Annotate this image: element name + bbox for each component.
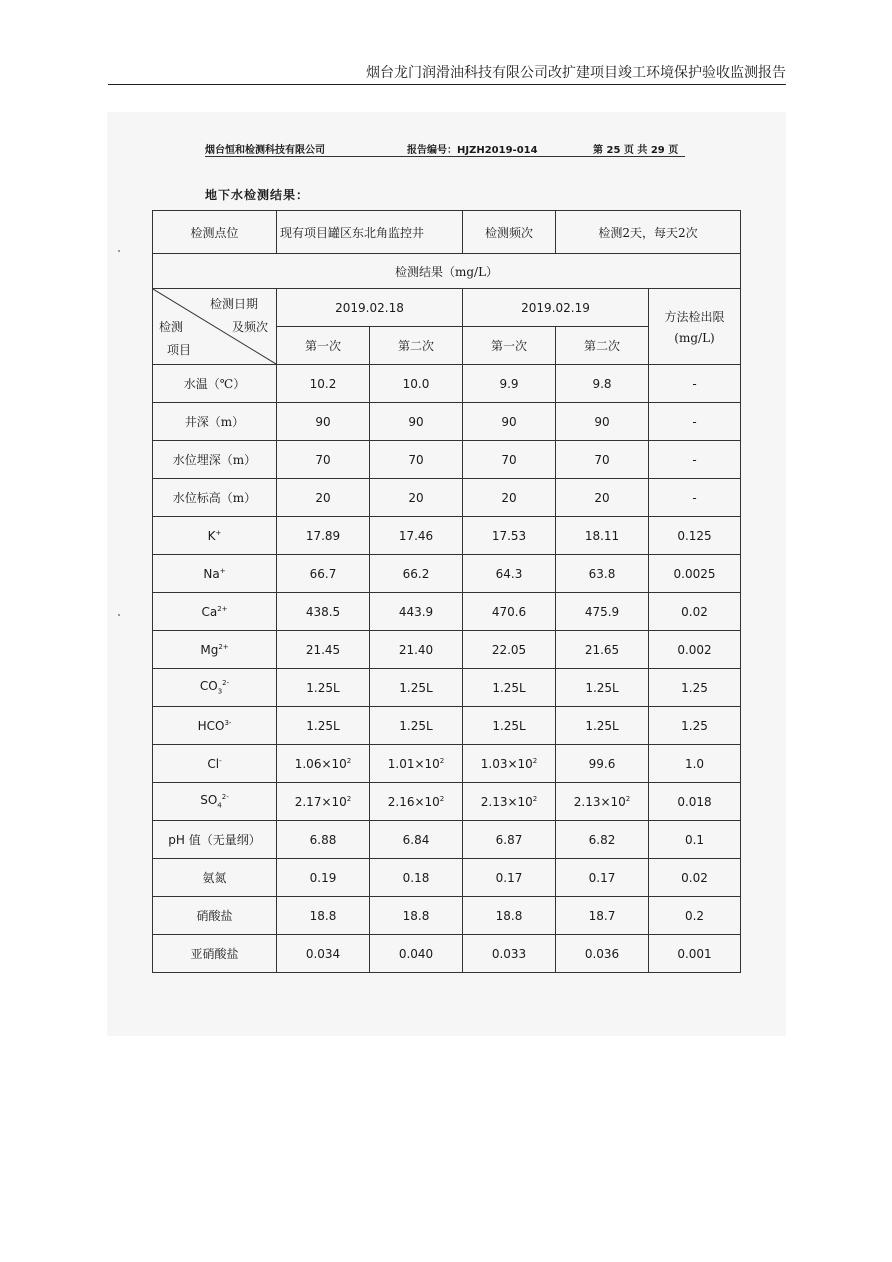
item-cell bbox=[153, 745, 277, 783]
value-text: 1.06×10 bbox=[294, 756, 347, 771]
value-text: 64.3 bbox=[495, 566, 523, 581]
time-header: 第二次 bbox=[556, 327, 649, 365]
groundwater-results-table bbox=[152, 210, 741, 973]
value-text: 90 bbox=[315, 414, 331, 429]
value-text: 18.8 bbox=[495, 908, 523, 923]
value-text: 6.87 bbox=[495, 832, 523, 847]
value-text: 17.53 bbox=[491, 528, 527, 543]
limit-cell: 0.02 bbox=[649, 859, 741, 897]
value-cell bbox=[556, 441, 649, 479]
results-title: 检测结果（mg/L） bbox=[153, 254, 741, 289]
value-cell bbox=[277, 935, 370, 973]
date-header: 2019.02.18 bbox=[277, 289, 463, 327]
limit-cell: 1.25 bbox=[649, 669, 741, 707]
diag-item-label-2: 项目 bbox=[167, 343, 192, 357]
value-text: 0.17 bbox=[495, 870, 523, 885]
item-cell bbox=[153, 365, 277, 403]
table-row bbox=[153, 707, 741, 745]
value-cell bbox=[463, 631, 556, 669]
value-text: 1.25L bbox=[585, 680, 619, 695]
value-text: 70 bbox=[408, 452, 424, 467]
value-exponent: 2 bbox=[346, 756, 352, 765]
diagonal-header bbox=[153, 289, 277, 365]
value-cell bbox=[463, 365, 556, 403]
table-row bbox=[153, 859, 741, 897]
value-text: 90 bbox=[408, 414, 424, 429]
time-header: 第二次 bbox=[370, 327, 463, 365]
item-name: pH 值（无量纲） bbox=[168, 833, 261, 847]
value-cell bbox=[277, 403, 370, 441]
value-cell bbox=[556, 783, 649, 821]
value-cell bbox=[556, 403, 649, 441]
value-cell bbox=[277, 821, 370, 859]
limit-cell: 0.125 bbox=[649, 517, 741, 555]
value-text: 21.45 bbox=[305, 642, 341, 657]
limit-cell: 1.0 bbox=[649, 745, 741, 783]
value-cell bbox=[277, 631, 370, 669]
table-row bbox=[153, 517, 741, 555]
info-row bbox=[153, 211, 741, 254]
value-text: 1.25L bbox=[399, 680, 433, 695]
value-exponent: 2 bbox=[532, 794, 538, 803]
value-cell bbox=[370, 365, 463, 403]
value-exponent: 2 bbox=[346, 794, 352, 803]
value-cell bbox=[463, 935, 556, 973]
freq-label: 检测频次 bbox=[463, 211, 556, 254]
value-cell bbox=[556, 859, 649, 897]
item-name: K bbox=[207, 528, 216, 543]
item-cell bbox=[153, 479, 277, 517]
item-name: HCO bbox=[197, 718, 225, 733]
value-cell bbox=[463, 669, 556, 707]
item-name: 亚硝酸盐 bbox=[190, 947, 239, 961]
value-cell bbox=[463, 897, 556, 935]
value-text: 63.8 bbox=[588, 566, 616, 581]
limit-header bbox=[649, 289, 741, 365]
value-cell bbox=[556, 631, 649, 669]
value-text: 17.46 bbox=[398, 528, 434, 543]
value-text: 6.84 bbox=[402, 832, 430, 847]
value-cell bbox=[277, 517, 370, 555]
item-name: 水位埋深（m） bbox=[172, 453, 257, 467]
results-title-row bbox=[153, 254, 741, 289]
time-header: 第一次 bbox=[463, 327, 556, 365]
value-cell bbox=[463, 783, 556, 821]
table-row bbox=[153, 555, 741, 593]
value-cell bbox=[556, 897, 649, 935]
value-cell bbox=[277, 669, 370, 707]
value-cell bbox=[277, 783, 370, 821]
item-cell bbox=[153, 441, 277, 479]
diag-date-label: 检测日期 bbox=[209, 297, 258, 311]
value-text: 443.9 bbox=[398, 604, 434, 619]
item-name: 水位标高（m） bbox=[172, 491, 257, 505]
scan-speck bbox=[118, 250, 120, 252]
value-text: 0.19 bbox=[309, 870, 337, 885]
value-cell bbox=[463, 517, 556, 555]
value-cell bbox=[370, 593, 463, 631]
time-header: 第一次 bbox=[277, 327, 370, 365]
limit-cell: 0.1 bbox=[649, 821, 741, 859]
table-row bbox=[153, 593, 741, 631]
value-text: 0.17 bbox=[588, 870, 616, 885]
value-cell bbox=[556, 707, 649, 745]
value-text: 2.17×10 bbox=[294, 794, 347, 809]
value-cell bbox=[370, 935, 463, 973]
value-cell bbox=[277, 707, 370, 745]
item-superscript: + bbox=[215, 528, 222, 537]
value-text: 70 bbox=[594, 452, 610, 467]
report-header bbox=[205, 140, 685, 157]
table-row bbox=[153, 935, 741, 973]
value-cell bbox=[463, 403, 556, 441]
value-text: 2.13×10 bbox=[480, 794, 533, 809]
item-cell bbox=[153, 631, 277, 669]
value-cell bbox=[463, 555, 556, 593]
value-cell bbox=[556, 821, 649, 859]
point-label: 检测点位 bbox=[153, 211, 277, 254]
value-text: 90 bbox=[501, 414, 517, 429]
section-title: 地下水检测结果： bbox=[205, 188, 310, 202]
value-text: 20 bbox=[315, 490, 331, 505]
value-text: 21.40 bbox=[398, 642, 434, 657]
value-cell bbox=[370, 783, 463, 821]
value-text: 66.2 bbox=[402, 566, 430, 581]
value-text: 18.11 bbox=[584, 528, 620, 543]
value-text: 70 bbox=[501, 452, 517, 467]
value-cell bbox=[277, 441, 370, 479]
date-header: 2019.02.19 bbox=[463, 289, 649, 327]
value-text: 0.18 bbox=[402, 870, 430, 885]
value-cell bbox=[556, 593, 649, 631]
limit-cell: 0.02 bbox=[649, 593, 741, 631]
value-cell bbox=[370, 669, 463, 707]
value-cell bbox=[556, 365, 649, 403]
value-cell bbox=[277, 745, 370, 783]
item-superscript: 2- bbox=[222, 679, 230, 688]
item-superscript: 3- bbox=[224, 718, 232, 727]
page-indicator: 第 25 页 共 29 页 bbox=[593, 145, 679, 156]
limit-cell: 1.25 bbox=[649, 707, 741, 745]
value-cell bbox=[370, 479, 463, 517]
table-row bbox=[153, 745, 741, 783]
value-text: 10.0 bbox=[402, 376, 430, 391]
limit-cell: 0.018 bbox=[649, 783, 741, 821]
value-cell bbox=[463, 593, 556, 631]
value-cell bbox=[370, 441, 463, 479]
company-name: 烟台恒和检测科技有限公司 bbox=[205, 145, 325, 156]
report-number: 报告编号：HJZH2019-014 bbox=[407, 145, 538, 156]
value-text: 90 bbox=[594, 414, 610, 429]
value-text: 18.7 bbox=[588, 908, 616, 923]
diag-freq-label: 及频次 bbox=[231, 320, 268, 334]
item-cell bbox=[153, 707, 277, 745]
item-name: Ca bbox=[201, 604, 218, 619]
value-cell bbox=[463, 441, 556, 479]
item-subscript: 4 bbox=[217, 801, 222, 810]
limit-label: 方法检出限 bbox=[664, 310, 725, 324]
value-cell bbox=[370, 897, 463, 935]
item-cell bbox=[153, 935, 277, 973]
value-text: 2.13×10 bbox=[573, 794, 626, 809]
value-text: 9.8 bbox=[592, 376, 612, 391]
item-cell bbox=[153, 897, 277, 935]
value-text: 9.9 bbox=[499, 376, 519, 391]
value-text: 0.033 bbox=[491, 946, 527, 961]
value-text: 17.89 bbox=[305, 528, 341, 543]
limit-cell: - bbox=[649, 441, 741, 479]
value-cell bbox=[277, 365, 370, 403]
item-superscript: 2+ bbox=[218, 642, 229, 651]
table-row bbox=[153, 441, 741, 479]
value-text: 1.01×10 bbox=[387, 756, 440, 771]
value-text: 70 bbox=[315, 452, 331, 467]
value-cell bbox=[277, 859, 370, 897]
value-text: 10.2 bbox=[309, 376, 337, 391]
value-cell bbox=[277, 555, 370, 593]
item-name: SO bbox=[200, 793, 218, 808]
value-text: 0.040 bbox=[398, 946, 434, 961]
value-text: 20 bbox=[408, 490, 424, 505]
value-text: 6.82 bbox=[588, 832, 616, 847]
value-cell bbox=[556, 935, 649, 973]
page-header: 烟台龙门润滑油科技有限公司改扩建项目竣工环境保护验收监测报告 bbox=[108, 62, 786, 85]
value-text: 99.6 bbox=[588, 756, 616, 771]
item-cell bbox=[153, 593, 277, 631]
value-text: 1.25L bbox=[492, 680, 526, 695]
item-name: CO bbox=[199, 679, 218, 694]
value-cell bbox=[370, 517, 463, 555]
value-cell bbox=[277, 593, 370, 631]
value-text: 438.5 bbox=[305, 604, 341, 619]
item-name: 氨氮 bbox=[202, 871, 227, 885]
value-text: 18.8 bbox=[309, 908, 337, 923]
value-text: 475.9 bbox=[584, 604, 620, 619]
value-text: 21.65 bbox=[584, 642, 620, 657]
value-text: 470.6 bbox=[491, 604, 527, 619]
value-exponent: 2 bbox=[439, 794, 445, 803]
value-cell bbox=[370, 555, 463, 593]
item-cell bbox=[153, 821, 277, 859]
value-cell bbox=[463, 745, 556, 783]
table-row bbox=[153, 365, 741, 403]
item-cell bbox=[153, 669, 277, 707]
value-text: 22.05 bbox=[491, 642, 527, 657]
value-text: 6.88 bbox=[309, 832, 337, 847]
value-text: 1.25L bbox=[306, 718, 340, 733]
scan-speck bbox=[118, 614, 120, 616]
item-cell bbox=[153, 517, 277, 555]
value-cell bbox=[370, 403, 463, 441]
value-cell bbox=[370, 859, 463, 897]
value-cell bbox=[370, 821, 463, 859]
value-cell bbox=[463, 707, 556, 745]
point-value: 现有项目罐区东北角监控井 bbox=[277, 211, 463, 254]
value-text: 1.25L bbox=[399, 718, 433, 733]
limit-cell: 0.001 bbox=[649, 935, 741, 973]
header-row-dates bbox=[153, 289, 741, 327]
value-text: 0.036 bbox=[584, 946, 620, 961]
item-superscript: 2- bbox=[221, 793, 229, 802]
limit-cell: - bbox=[649, 403, 741, 441]
value-cell bbox=[556, 669, 649, 707]
limit-cell: 0.0025 bbox=[649, 555, 741, 593]
value-text: 1.03×10 bbox=[480, 756, 533, 771]
freq-value: 检测2天，每天2次 bbox=[556, 211, 741, 254]
value-cell bbox=[463, 859, 556, 897]
value-cell bbox=[556, 555, 649, 593]
item-cell bbox=[153, 403, 277, 441]
value-exponent: 2 bbox=[532, 756, 538, 765]
item-cell bbox=[153, 555, 277, 593]
item-name: 硝酸盐 bbox=[196, 909, 233, 923]
value-exponent: 2 bbox=[625, 794, 631, 803]
item-name: Na bbox=[203, 566, 220, 581]
value-text: 18.8 bbox=[402, 908, 430, 923]
value-cell bbox=[277, 479, 370, 517]
value-cell bbox=[370, 745, 463, 783]
value-text: 66.7 bbox=[309, 566, 337, 581]
limit-cell: - bbox=[649, 479, 741, 517]
value-text: 1.25L bbox=[306, 680, 340, 695]
value-cell bbox=[556, 745, 649, 783]
table-row bbox=[153, 403, 741, 441]
item-subscript: 3 bbox=[217, 687, 223, 696]
item-cell bbox=[153, 859, 277, 897]
table-row bbox=[153, 669, 741, 707]
value-cell bbox=[556, 479, 649, 517]
value-text: 20 bbox=[594, 490, 610, 505]
value-cell bbox=[556, 517, 649, 555]
table-row bbox=[153, 479, 741, 517]
value-cell bbox=[370, 707, 463, 745]
limit-cell: 0.002 bbox=[649, 631, 741, 669]
table-row bbox=[153, 783, 741, 821]
item-superscript: 2+ bbox=[217, 604, 228, 613]
item-superscript: - bbox=[219, 756, 222, 765]
value-text: 2.16×10 bbox=[387, 794, 440, 809]
table-row bbox=[153, 631, 741, 669]
table-row bbox=[153, 821, 741, 859]
value-exponent: 2 bbox=[439, 756, 445, 765]
value-cell bbox=[463, 821, 556, 859]
item-name: Cl bbox=[207, 756, 220, 771]
diag-item-label: 检测 bbox=[159, 320, 184, 334]
value-cell bbox=[277, 897, 370, 935]
value-text: 20 bbox=[501, 490, 517, 505]
value-text: 0.034 bbox=[305, 946, 341, 961]
value-text: 1.25L bbox=[492, 718, 526, 733]
item-name: 井深（m） bbox=[184, 415, 245, 429]
item-superscript: + bbox=[219, 566, 226, 575]
item-name: 水温（℃） bbox=[183, 377, 246, 391]
item-name: Mg bbox=[200, 642, 219, 657]
value-text: 1.25L bbox=[585, 718, 619, 733]
limit-cell: - bbox=[649, 365, 741, 403]
table-row bbox=[153, 897, 741, 935]
item-cell bbox=[153, 783, 277, 821]
limit-cell: 0.2 bbox=[649, 897, 741, 935]
limit-unit: (mg/L) bbox=[674, 331, 715, 345]
value-cell bbox=[463, 479, 556, 517]
value-cell bbox=[370, 631, 463, 669]
